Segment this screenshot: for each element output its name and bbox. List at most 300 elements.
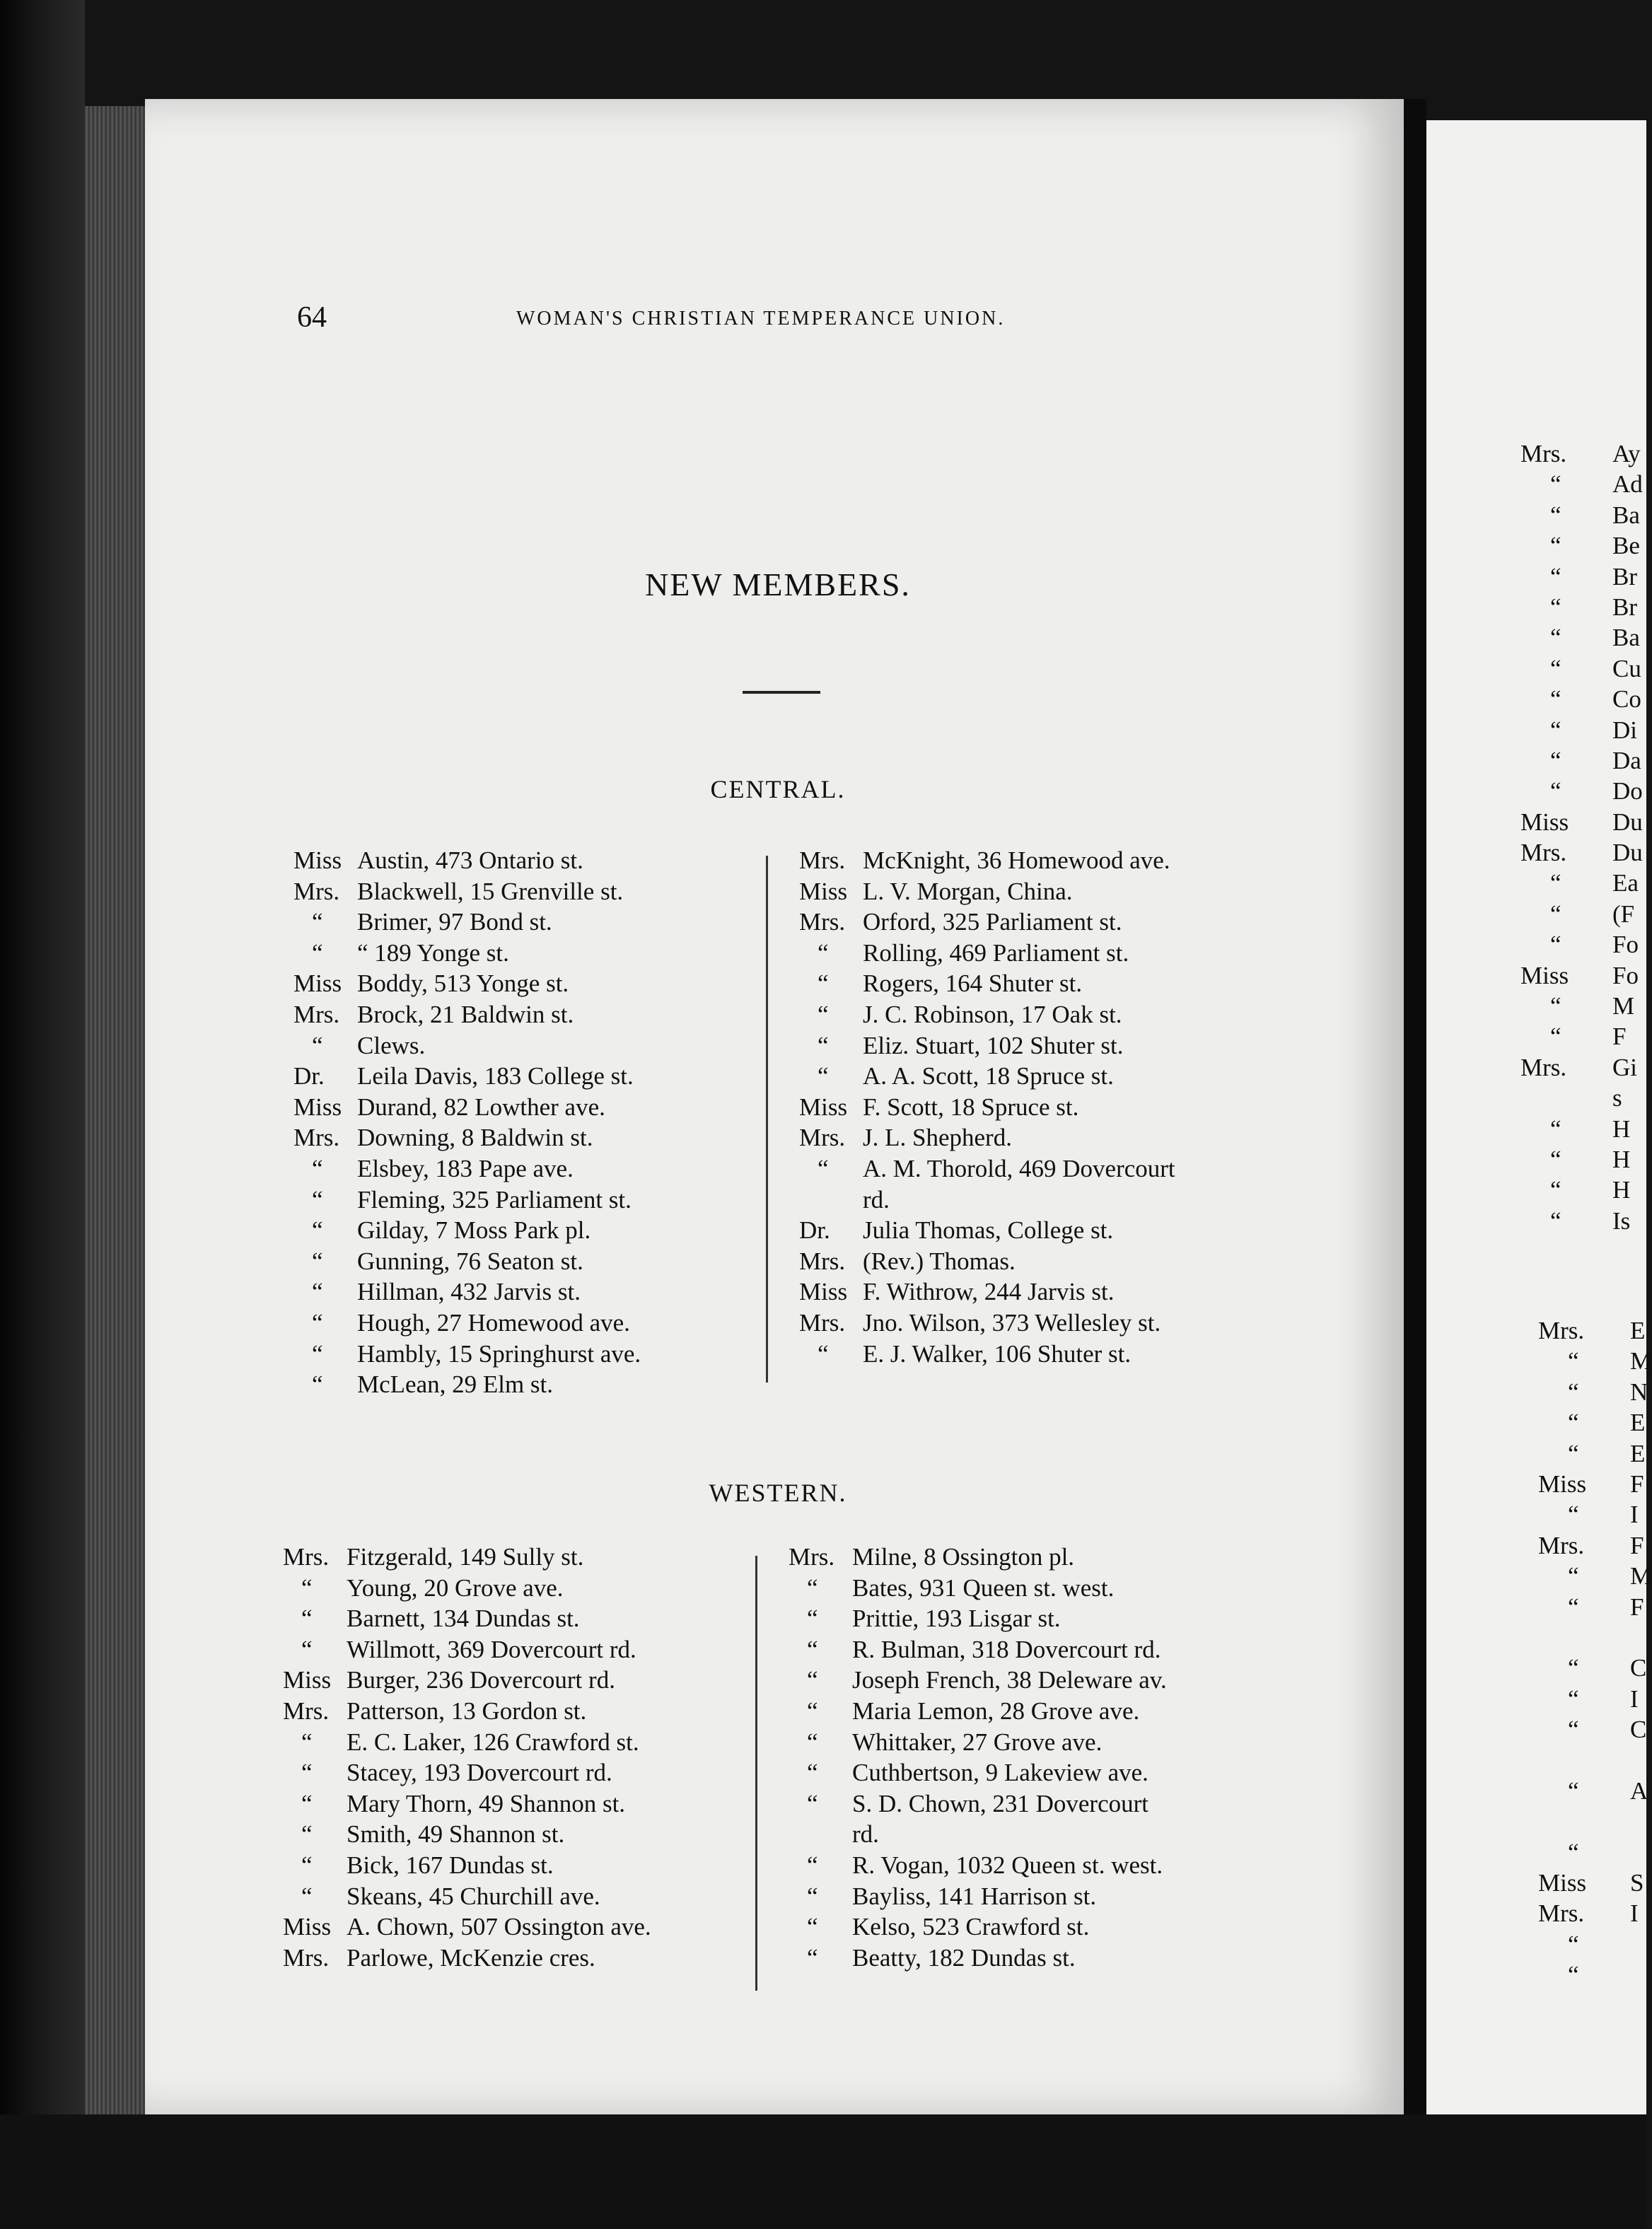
member-prefix: “ (312, 1216, 323, 1245)
member-entry: Barnett, 134 Dundas st. (347, 1605, 580, 1633)
member-prefix: Mrs. (283, 1543, 330, 1571)
member-entry-fragment: Be (1612, 532, 1640, 560)
list-item (1552, 1377, 1648, 1407)
list-item (1535, 929, 1648, 960)
member-entry-fragment: Fo (1612, 931, 1639, 959)
member-entry: Prittie, 193 Lisgar st. (852, 1605, 1061, 1633)
list-item (1535, 530, 1648, 561)
member-prefix: “ (312, 1370, 323, 1399)
member-entry: E. C. Laker, 126 Crawford st. (347, 1728, 639, 1756)
member-prefix: “ (807, 1759, 818, 1787)
member-prefix: “ (1568, 1961, 1579, 1989)
member-prefix: “ (807, 1666, 818, 1694)
member-prefix: “ (1568, 1347, 1579, 1375)
member-prefix: Mrs. (799, 1247, 846, 1275)
list-item (283, 1573, 750, 1604)
member-prefix: “ (1550, 685, 1561, 714)
list-item (799, 1061, 1294, 1092)
member-prefix: “ (301, 1728, 313, 1756)
member-entry: Beatty, 182 Dundas st. (852, 1943, 1076, 1972)
member-prefix: Mrs. (799, 846, 846, 874)
member-entry: Mary Thorn, 49 Shannon st. (347, 1789, 626, 1817)
member-entry: Stacey, 193 Dovercourt rd. (347, 1759, 612, 1787)
member-prefix: “ (1550, 1176, 1561, 1204)
member-entry-fragment: N (1630, 1378, 1648, 1406)
list-item (293, 999, 746, 1030)
member-entry-fragment: M (1630, 1347, 1652, 1375)
member-prefix: “ (1568, 1838, 1579, 1866)
member-prefix: “ (312, 1185, 323, 1214)
list-item (1535, 1175, 1648, 1205)
member-entry-fragment: I (1630, 1501, 1639, 1529)
member-entry-fragment: H (1612, 1114, 1631, 1143)
member-prefix: Mrs. (789, 1543, 835, 1571)
member-entry-fragment: Ad (1612, 470, 1643, 499)
list-item (293, 938, 746, 969)
list-item (789, 1943, 1284, 1974)
member-prefix: “ (1550, 869, 1561, 897)
member-prefix: Mrs. (293, 877, 340, 905)
member-entry: Downing, 8 Baldwin st. (357, 1124, 593, 1152)
member-entry: A. M. Thorold, 469 Dovercourt (863, 1154, 1175, 1182)
member-prefix: “ (1550, 900, 1561, 928)
member-prefix: “ (1550, 501, 1561, 529)
list-item (799, 1153, 1294, 1185)
member-prefix: Mrs. (1538, 1531, 1585, 1559)
member-entry: Hough, 27 Homewood ave. (357, 1308, 630, 1337)
list-item (1552, 1776, 1648, 1806)
member-entry-fragment: I (1630, 1899, 1639, 1928)
member-entry: Gunning, 76 Seaton st. (357, 1247, 583, 1275)
member-entry: Kelso, 523 Crawford st. (852, 1913, 1090, 1941)
list-item (1535, 622, 1648, 653)
member-entry: Cuthbertson, 9 Lakeview ave. (852, 1759, 1148, 1787)
member-entry: S. D. Chown, 231 Dovercourt (852, 1789, 1148, 1817)
member-prefix: “ (301, 1820, 313, 1849)
member-entry: Maria Lemon, 28 Grove ave. (852, 1697, 1140, 1725)
member-prefix: “ (1568, 1684, 1579, 1713)
page-number: 64 (297, 301, 327, 334)
list-item (293, 1369, 746, 1400)
member-entry: Boddy, 513 Yonge st. (357, 970, 569, 998)
member-prefix: Dr. (293, 1062, 325, 1090)
member-entry: Milne, 8 Ossington pl. (852, 1543, 1075, 1571)
member-prefix: “ (312, 1308, 323, 1337)
member-prefix: “ (301, 1759, 313, 1787)
list-item (1520, 438, 1648, 469)
list-item (789, 1757, 1284, 1788)
member-entry-fragment: (F (1612, 900, 1635, 928)
member-entry: rd. (863, 1185, 890, 1214)
list-item (1535, 745, 1648, 776)
list-item (799, 1092, 1294, 1123)
member-prefix: “ (818, 1339, 829, 1368)
member-prefix: “ (1568, 1776, 1579, 1805)
member-entry-fragment: Di (1612, 716, 1637, 744)
list-item (1538, 1868, 1648, 1898)
list-item (1535, 1206, 1648, 1236)
list-item (293, 1153, 746, 1185)
list-item (1535, 899, 1648, 929)
member-entry-fragment: E (1630, 1439, 1646, 1467)
member-entry-fragment: Ba (1612, 624, 1640, 652)
member-entry: Bates, 931 Queen st. west. (852, 1573, 1115, 1602)
member-prefix: Miss (293, 1093, 342, 1121)
list-item (1520, 807, 1648, 837)
member-prefix: Mrs. (293, 1124, 340, 1152)
member-prefix: “ (1550, 1114, 1561, 1143)
list-item (1552, 1929, 1648, 1960)
member-entry-fragment: F (1630, 1531, 1644, 1559)
member-prefix: “ (312, 938, 323, 967)
member-entry: McKnight, 36 Homewood ave. (863, 846, 1170, 874)
member-entry-fragment: Du (1612, 839, 1643, 867)
central-heading: CENTRAL. (710, 775, 846, 803)
member-entry: Fitzgerald, 149 Sully st. (347, 1543, 584, 1571)
member-prefix: “ (818, 1031, 829, 1059)
list-item (799, 999, 1294, 1030)
list-item (799, 1215, 1294, 1246)
member-prefix: “ (807, 1573, 818, 1602)
list-item (283, 1943, 750, 1974)
list-item (1535, 1021, 1648, 1052)
member-entry-fragment: E (1630, 1317, 1646, 1344)
western-heading: WESTERN. (709, 1479, 847, 1507)
list-item (789, 1819, 1284, 1850)
list-item (293, 876, 746, 907)
member-entry: Brimer, 97 Bond st. (357, 908, 552, 936)
member-entry: F. Scott, 18 Spruce st. (863, 1093, 1079, 1121)
list-item (1538, 1530, 1648, 1561)
member-entry-fragment: Ay (1612, 440, 1641, 467)
list-item (799, 1339, 1294, 1370)
member-entry: Hillman, 432 Jarvis st. (357, 1278, 581, 1306)
member-entry: Willmott, 369 Dovercourt rd. (347, 1635, 636, 1663)
list-item (789, 1542, 1284, 1573)
member-entry-fragment: Du (1612, 808, 1643, 836)
column-divider (766, 856, 768, 1383)
list-item (799, 845, 1294, 876)
member-prefix: “ (1550, 1145, 1561, 1173)
member-prefix: “ (807, 1913, 818, 1941)
scan-border (0, 2114, 1646, 2229)
member-entry-fragment: Da (1612, 746, 1641, 774)
list-item (1535, 991, 1648, 1021)
list-item (1538, 1315, 1648, 1346)
list-item (283, 1757, 750, 1788)
list-item (293, 1339, 746, 1370)
list-item (1552, 1499, 1648, 1530)
member-entry: Whittaker, 27 Grove ave. (852, 1728, 1103, 1756)
list-item (1552, 1714, 1648, 1745)
list-item (293, 968, 746, 999)
list-item (1552, 1745, 1648, 1775)
list-item (1535, 684, 1648, 714)
central-right-column (799, 845, 1294, 1369)
member-entry: (Rev.) Thomas. (863, 1247, 1016, 1275)
list-item (1552, 1622, 1648, 1653)
list-item (1535, 1144, 1648, 1175)
member-prefix: “ (807, 1605, 818, 1633)
member-entry: Eliz. Stuart, 102 Shuter st. (863, 1031, 1124, 1059)
member-prefix: Miss (283, 1913, 332, 1941)
list-item (1552, 1561, 1652, 1591)
member-prefix: “ (807, 1882, 818, 1910)
member-prefix: “ (312, 1154, 323, 1182)
list-item (799, 1246, 1294, 1277)
member-prefix: Miss (799, 1278, 848, 1306)
member-prefix: “ (312, 1339, 323, 1368)
running-title: WOMAN'S CHRISTIAN TEMPERANCE UNION. (516, 308, 1006, 330)
list-item (789, 1603, 1284, 1634)
member-entry-fragment: Cu (1612, 654, 1641, 682)
member-entry-fragment: Fo (1612, 961, 1639, 989)
member-entry: Blackwell, 15 Grenville st. (357, 877, 624, 905)
list-item (293, 1185, 746, 1216)
member-prefix: “ (807, 1697, 818, 1725)
member-entry-fragment: C (1630, 1716, 1647, 1744)
member-prefix: Mrs. (799, 1124, 846, 1152)
list-item (1538, 1898, 1648, 1928)
member-prefix: “ (312, 1278, 323, 1306)
member-entry-fragment: M (1630, 1562, 1652, 1590)
list-item (799, 1185, 1294, 1216)
member-entry: E. J. Walker, 106 Shuter st. (863, 1339, 1132, 1368)
member-prefix: Mrs. (283, 1943, 330, 1972)
member-prefix: “ (1550, 716, 1561, 744)
central-left-column (293, 845, 746, 1400)
running-head (297, 301, 1216, 343)
list-item (293, 1246, 746, 1277)
list-item (789, 1634, 1284, 1665)
member-prefix: Mrs. (799, 908, 846, 936)
member-entry-fragment: F (1612, 1023, 1627, 1051)
member-entry: Bick, 167 Dundas st. (347, 1851, 554, 1879)
member-prefix: Mrs. (1520, 1053, 1567, 1081)
member-entry: “ 189 Yonge st. (357, 938, 509, 967)
member-entry: A. Chown, 507 Ossington ave. (347, 1913, 651, 1941)
list-item (799, 968, 1294, 999)
member-entry: A. A. Scott, 18 Spruce st. (863, 1062, 1114, 1090)
member-prefix: “ (818, 970, 829, 998)
list-item (799, 938, 1294, 969)
member-prefix: Mrs. (1538, 1899, 1585, 1928)
list-item (1535, 561, 1648, 592)
member-prefix: “ (301, 1882, 313, 1910)
list-item (799, 907, 1294, 938)
member-entry-fragment: Br (1612, 593, 1637, 621)
member-prefix: “ (1550, 624, 1561, 652)
member-entry: Leila Davis, 183 College st. (357, 1062, 634, 1090)
member-entry: Brock, 21 Baldwin st. (357, 1000, 574, 1028)
member-prefix: “ (1550, 931, 1561, 959)
member-entry-fragment: M (1612, 992, 1635, 1020)
member-prefix: “ (312, 1247, 323, 1275)
member-entry: R. Bulman, 318 Dovercourt rd. (852, 1635, 1161, 1663)
member-prefix: Miss (1520, 961, 1569, 989)
list-item (293, 907, 746, 938)
list-item (293, 1092, 746, 1123)
member-entry-fragment: E (1630, 1409, 1646, 1437)
member-prefix: “ (1550, 1023, 1561, 1051)
list-item (1520, 1052, 1648, 1083)
list-item (1535, 776, 1648, 806)
member-prefix: Miss (293, 846, 342, 874)
right-page-block-1 (1520, 438, 1648, 1236)
list-item (789, 1727, 1284, 1758)
member-prefix: “ (301, 1851, 313, 1879)
member-entry: McLean, 29 Elm st. (357, 1370, 554, 1399)
member-entry: rd. (852, 1820, 879, 1849)
member-entry: L. V. Morgan, China. (863, 877, 1073, 905)
member-entry: Smith, 49 Shannon st. (347, 1820, 565, 1849)
list-item (293, 1122, 746, 1153)
list-item (789, 1881, 1284, 1912)
list-item (1535, 469, 1648, 499)
member-prefix: Mrs. (1538, 1317, 1585, 1344)
right-page-block-2 (1538, 1315, 1652, 1991)
member-entry: Joseph French, 38 Deleware av. (852, 1666, 1167, 1694)
list-item (1535, 1083, 1648, 1113)
member-entry-fragment: C (1630, 1654, 1647, 1682)
list-item (1552, 1438, 1648, 1469)
member-prefix: “ (1568, 1501, 1579, 1529)
member-prefix: “ (1568, 1378, 1579, 1406)
western-left-column (283, 1542, 750, 1973)
member-entry: F. Withrow, 244 Jarvis st. (863, 1278, 1115, 1306)
member-prefix: Miss (1538, 1469, 1587, 1498)
list-item (789, 1665, 1284, 1696)
member-prefix: “ (1550, 654, 1561, 682)
member-prefix: Miss (1538, 1869, 1587, 1897)
list-item (1552, 1407, 1648, 1438)
member-entry: R. Vogan, 1032 Queen st. west. (852, 1851, 1163, 1879)
list-item (799, 1276, 1294, 1308)
member-prefix: “ (1550, 593, 1561, 621)
member-prefix: Mrs. (283, 1697, 330, 1725)
list-item (1535, 715, 1648, 745)
member-entry-fragment: Gi (1612, 1053, 1637, 1081)
member-entry: J. L. Shepherd. (863, 1124, 1012, 1152)
list-item (1552, 1653, 1648, 1683)
member-prefix: “ (301, 1789, 313, 1817)
member-entry-fragment: Is (1612, 1206, 1631, 1235)
list-item (283, 1911, 750, 1943)
member-entry-fragment: Do (1612, 777, 1643, 805)
list-item (283, 1727, 750, 1758)
list-item (799, 1308, 1294, 1339)
member-prefix: “ (1550, 1206, 1561, 1235)
list-item (1552, 1960, 1648, 1990)
member-entry: Patterson, 13 Gordon st. (347, 1697, 587, 1725)
member-prefix: “ (1568, 1409, 1579, 1437)
member-prefix: Miss (1520, 808, 1569, 836)
member-prefix: Mrs. (1520, 440, 1567, 467)
list-item (283, 1634, 750, 1665)
list-item (283, 1819, 750, 1850)
page-edges (85, 106, 149, 2129)
list-item (1535, 868, 1648, 898)
member-entry: Young, 20 Grove ave. (347, 1573, 564, 1602)
member-entry-fragment: S (1630, 1869, 1644, 1897)
list-item (1535, 592, 1648, 622)
member-prefix: Mrs. (1520, 839, 1567, 867)
member-prefix: Dr. (799, 1216, 830, 1245)
member-entry-fragment: Co (1612, 685, 1641, 714)
list-item (283, 1850, 750, 1881)
member-entry: Rogers, 164 Shuter st. (863, 970, 1083, 998)
member-prefix: Mrs. (799, 1308, 846, 1337)
member-prefix: “ (312, 1031, 323, 1059)
member-entry-fragment: A (1630, 1776, 1648, 1805)
list-item (293, 1061, 746, 1092)
member-prefix: “ (1568, 1593, 1579, 1621)
list-item (789, 1850, 1284, 1881)
member-prefix: “ (1550, 532, 1561, 560)
member-prefix: Miss (799, 877, 848, 905)
member-prefix: “ (1550, 470, 1561, 499)
member-entry: Austin, 473 Ontario st. (357, 846, 583, 874)
list-item (283, 1542, 750, 1573)
list-item (1552, 1346, 1652, 1376)
member-entry: Bayliss, 141 Harrison st. (852, 1882, 1097, 1910)
list-item (283, 1881, 750, 1912)
member-entry-fragment: F (1630, 1593, 1644, 1621)
member-prefix: “ (807, 1851, 818, 1879)
list-item (293, 845, 746, 876)
member-prefix: “ (1550, 562, 1561, 590)
member-entry: J. C. Robinson, 17 Oak st. (863, 1000, 1122, 1028)
list-item (283, 1696, 750, 1727)
list-item (1535, 653, 1648, 684)
list-item (283, 1788, 750, 1820)
list-item (1520, 960, 1648, 991)
member-prefix: “ (1568, 1716, 1579, 1744)
western-right-column (789, 1542, 1284, 1973)
page-title: NEW MEMBERS. (645, 566, 911, 603)
member-entry-fragment: F (1630, 1469, 1644, 1498)
member-prefix: Mrs. (293, 1000, 340, 1028)
member-prefix: Miss (799, 1093, 848, 1121)
member-prefix: “ (807, 1789, 818, 1817)
member-prefix: “ (818, 1154, 829, 1182)
member-prefix: “ (301, 1635, 313, 1663)
book-spine (0, 0, 85, 2229)
list-item (293, 1276, 746, 1308)
list-item (799, 1030, 1294, 1061)
member-prefix: “ (301, 1605, 313, 1633)
member-entry-fragment: s (1612, 1084, 1622, 1112)
list-item (1552, 1592, 1648, 1622)
list-item (293, 1308, 746, 1339)
member-prefix: “ (1550, 777, 1561, 805)
member-prefix: “ (1568, 1439, 1579, 1467)
member-entry: Durand, 82 Lowther ave. (357, 1093, 605, 1121)
member-prefix: Miss (283, 1666, 332, 1694)
list-item (799, 1122, 1294, 1153)
member-prefix: “ (1568, 1654, 1579, 1682)
list-item (293, 1215, 746, 1246)
member-prefix: “ (1550, 992, 1561, 1020)
list-item (293, 1030, 746, 1061)
list-item (789, 1696, 1284, 1727)
member-entry-fragment: Br (1612, 562, 1637, 590)
member-entry: Julia Thomas, College st. (863, 1216, 1114, 1245)
list-item (1535, 500, 1648, 530)
title-rule (743, 691, 820, 694)
member-entry: Skeans, 45 Churchill ave. (347, 1882, 600, 1910)
member-entry-fragment: I (1630, 1684, 1639, 1713)
